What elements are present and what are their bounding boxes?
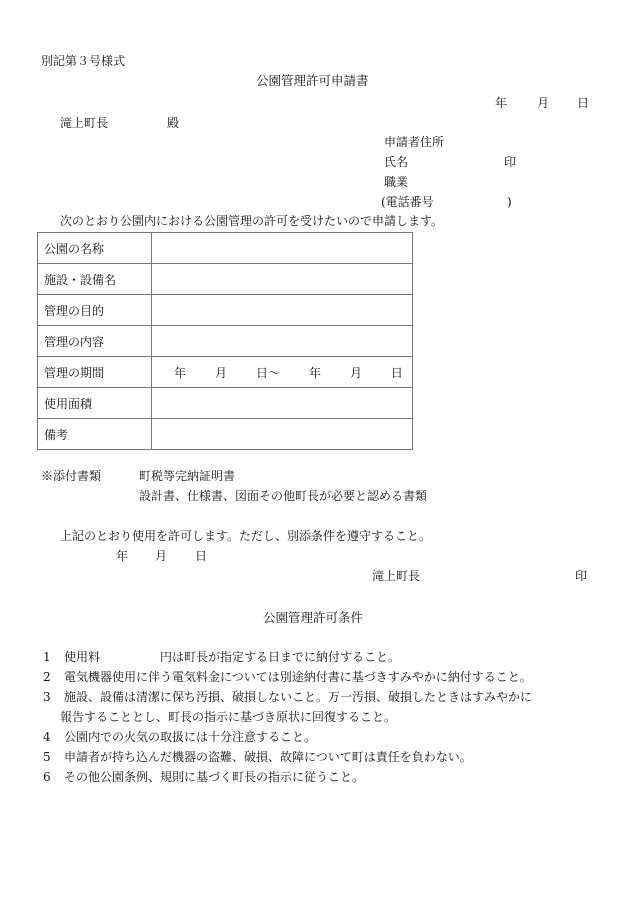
condition-number: 2: [43, 670, 51, 684]
table-row: [38, 233, 413, 264]
condition-number: 1: [43, 650, 51, 664]
condition-text: 公園内での火気の取扱には十分注意すること。: [64, 730, 317, 744]
table-row: [38, 295, 413, 326]
condition-text: 申請者が持ち込んだ機器の盗難、破損、故障について町は責任を負わない。: [64, 750, 472, 764]
table-row: [38, 264, 413, 295]
period-date-range: [158, 364, 406, 381]
applicant-phone-close: ): [507, 195, 512, 209]
period-start-day: 日～: [255, 365, 280, 380]
row-label: 使用面積: [38, 388, 152, 419]
condition-text: 施設、設備は清潔に保ち汚損、破損しないこと。万一汚損、破損したときはすみやかに: [64, 690, 533, 704]
permission-date-day: 日: [195, 549, 208, 563]
date-year: 年: [495, 96, 508, 110]
table-row: [38, 419, 413, 450]
applicant-name-label: 氏名: [384, 155, 409, 169]
table-row: [38, 357, 413, 388]
form-number: 別記第３号様式: [41, 54, 126, 68]
condition-number: 6: [43, 770, 51, 784]
condition-text: 使用料 円は町長が指定する日までに納付すること。: [64, 650, 401, 664]
period-end-month: 月: [349, 365, 362, 380]
usage-area-field[interactable]: [152, 388, 413, 419]
date-day: 日: [577, 96, 590, 110]
attachment-item: 設計書、仕様書、図面その他町長が必要と認める書類: [139, 489, 428, 503]
permission-statement: 上記のとおり使用を許可します。ただし、別添条件を遵守すること。: [60, 529, 432, 543]
row-label: 管理の目的: [38, 295, 152, 326]
document-title: 公園管理許可申請書: [256, 73, 369, 88]
attachments-label: ※添付書類: [41, 469, 102, 483]
condition-number: 5: [43, 750, 51, 764]
table-row: [38, 326, 413, 357]
row-label: 施設・設備名: [38, 264, 152, 295]
table-row: [38, 388, 413, 419]
period-end-year: 年: [308, 365, 321, 380]
row-label: 備考: [38, 419, 152, 450]
row-label: 管理の内容: [38, 326, 152, 357]
conditions-title: 公園管理許可条件: [263, 610, 364, 625]
recipient-honorific: 殿: [167, 116, 180, 130]
permission-date-year: 年: [116, 549, 129, 563]
remarks-field[interactable]: [152, 419, 413, 450]
management-purpose-field[interactable]: [152, 295, 413, 326]
condition-text: 電気機器使用に伴う電気料金については別途納付書に基づきすみやかに納付すること。: [64, 670, 532, 684]
applicant-occupation-label: 職業: [384, 175, 409, 189]
condition-number: 4: [43, 730, 51, 744]
recipient-name: 滝上町長: [60, 116, 109, 130]
condition-number: 3: [43, 690, 51, 704]
intro-text: 次のとおり公園内における公園管理の許可を受けたいので申請します。: [60, 214, 444, 228]
permission-date-month: 月: [155, 549, 168, 563]
applicant-phone-label: (電話番号: [381, 195, 434, 209]
row-label: 公園の名称: [38, 233, 152, 264]
management-period-field[interactable]: [152, 357, 413, 388]
application-form-table: [37, 232, 413, 450]
period-start-month: 月: [214, 365, 227, 380]
permission-seal: 印: [575, 569, 588, 583]
park-name-field[interactable]: [152, 233, 413, 264]
management-content-field[interactable]: [152, 326, 413, 357]
applicant-address-label: 申請者住所: [384, 135, 445, 149]
permission-signer: 滝上町長: [372, 569, 421, 583]
period-end-day: 日: [390, 365, 403, 380]
applicant-seal: 印: [504, 155, 517, 169]
facility-name-field[interactable]: [152, 264, 413, 295]
attachment-item: 町税等完納証明書: [139, 469, 236, 483]
condition-text-continued: 報告することとし、町長の指示に基づき原状に回復すること。: [60, 710, 397, 724]
condition-text: その他公園条例、規則に基づく町長の指示に従うこと。: [64, 770, 365, 784]
row-label: 管理の期間: [38, 357, 152, 388]
period-start-year: 年: [174, 365, 187, 380]
date-month: 月: [537, 96, 550, 110]
